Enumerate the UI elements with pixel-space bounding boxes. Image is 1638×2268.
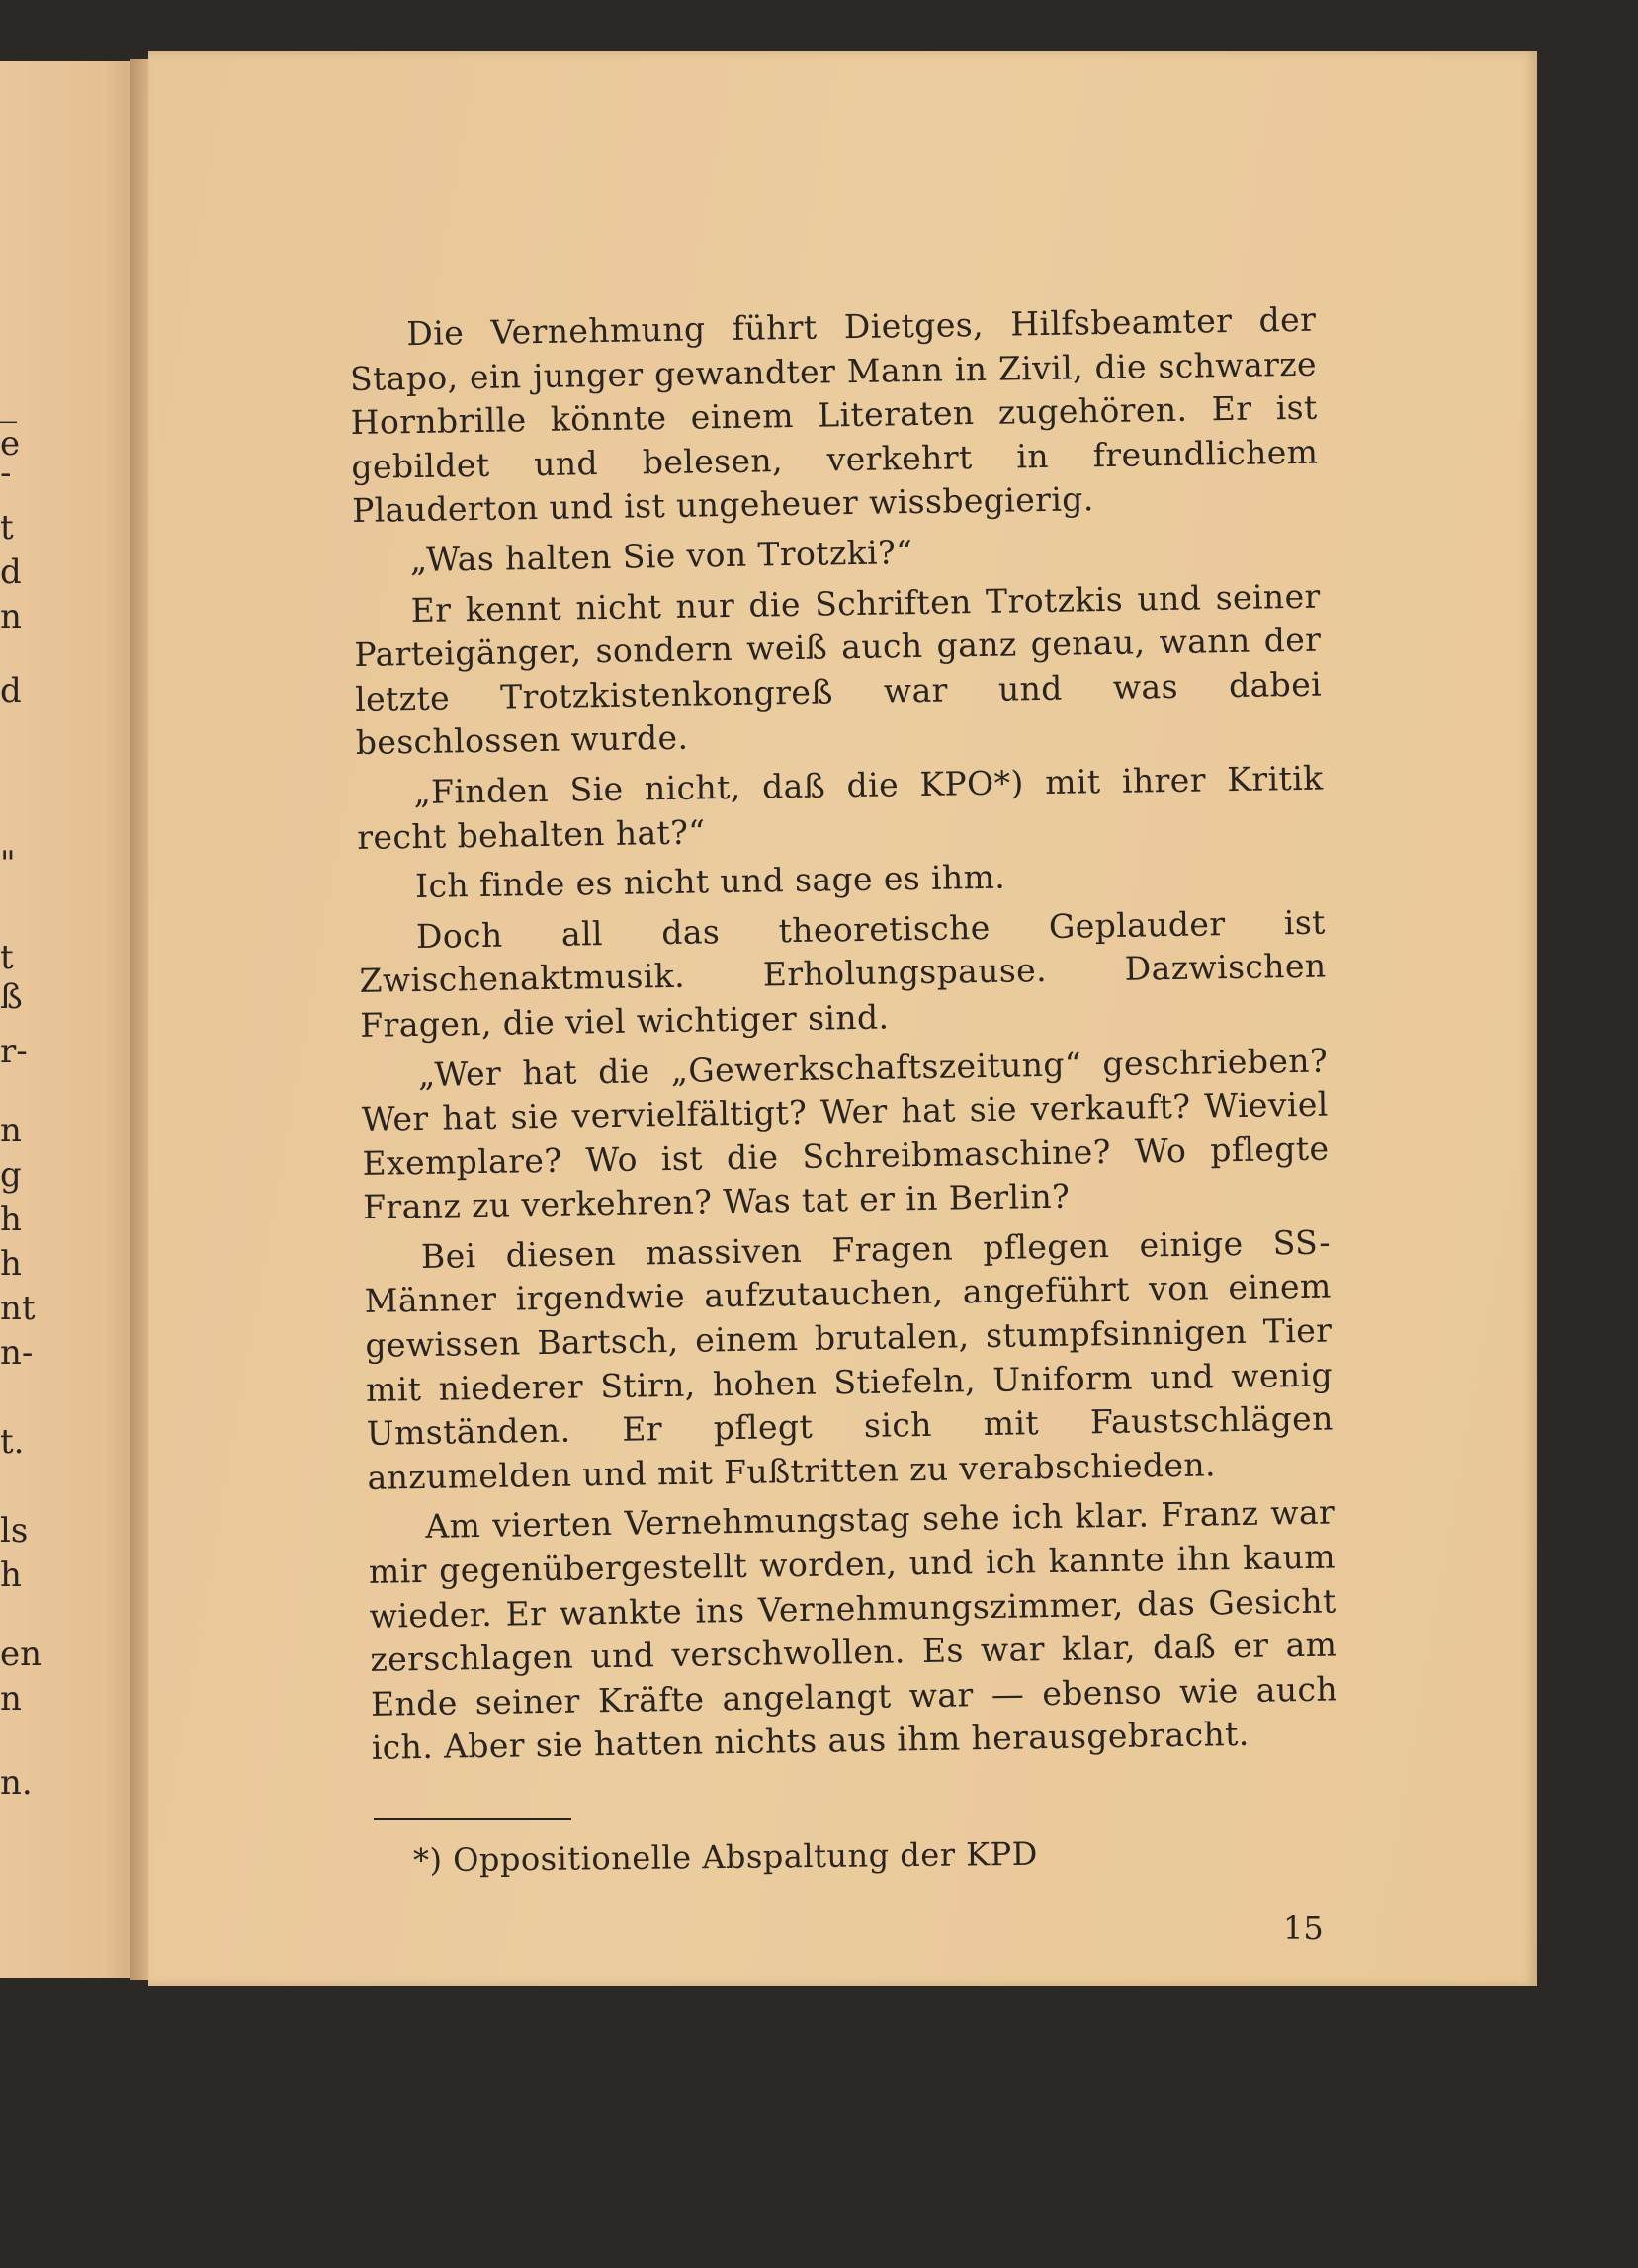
facing-page-fragment: n- xyxy=(0,1333,34,1373)
facing-page-fragment: nt xyxy=(0,1289,36,1328)
paragraph: Er kennt nicht nur die Schriften Trotzkis und seiner Parteigänger, sondern weiß auch ganz genau, wann der letzte Trotzkistenkongreß war und was dabei beschlossen wurde. xyxy=(354,576,1323,763)
facing-page-fragment: n. xyxy=(0,1763,33,1803)
facing-page-fragment: n xyxy=(0,597,22,636)
facing-page-fragment: h xyxy=(0,1244,22,1284)
facing-page-fragment: en xyxy=(0,1635,43,1674)
facing-page-fragment: h xyxy=(0,1555,22,1595)
footnote: *) Oppositionelle Abspaltung der KPD xyxy=(412,1834,1038,1880)
facing-page-fragment: e xyxy=(0,424,21,463)
facing-page-fragment: n xyxy=(0,1111,22,1150)
facing-page-fragment: h xyxy=(0,1200,22,1239)
facing-page-fragment: n xyxy=(0,1679,22,1719)
paragraph: Bei diesen massiven Fragen pflegen einige SS-Männer irgendwie aufzutauchen, angeführt von einem gewissen Bartsch, einem brutalen, stumpfsinnigen Tier mit niederer Stirn, hohen Stiefeln, Uniform und wenig Umständen. Er pflegt sich mit Faustschlägen anzumelden und mit Fußtritten zu verabschieden. xyxy=(364,1222,1334,1497)
facing-page-fragment: g xyxy=(0,1155,22,1195)
paragraph: Ich finde es nicht und sage es ihm. xyxy=(414,857,1006,906)
facing-page-fragment: d xyxy=(0,671,22,711)
facing-page-fragment: t. xyxy=(0,1422,25,1462)
facing-page-fragment: r- xyxy=(0,1032,28,1071)
page-number: 15 xyxy=(1283,1909,1324,1947)
facing-page-fragment: t xyxy=(0,508,14,547)
paragraph: „Was halten Sie von Trotzki?“ xyxy=(409,533,913,580)
facing-page-fragment: t xyxy=(0,938,14,977)
paragraph: Die Vernehmung führt Dietges, Hilfsbeamter der Stapo, ein junger gewandter Mann in Zivil, die schwarze Hornbrille könnte einem Literaten zugehören. Er ist gebildet und belesen, verkehrt in freundlichem Plauderton und ist ungeheuer wissbegierig. xyxy=(349,299,1319,531)
facing-page-fragment: _ xyxy=(0,384,17,424)
paragraph: Am vierten Vernehmungstag sehe ich klar. Franz war mir gegenübergestellt worden, und ich kannte ihn kaum wieder. Er wankte ins Vernehmungszimmer, das Gesicht zerschlagen und verschwollen. Es war klar, daß er am Ende seiner Kräfte angelangt war — ebenso wie auch ich. Aber sie hatten nichts aus ihm herausgebracht. xyxy=(368,1492,1338,1768)
facing-page xyxy=(0,61,148,1978)
paragraph: „Finden Sie nicht, daß die KPO*) mit ihrer Kritik recht behalten hat?“ xyxy=(357,758,1324,857)
facing-page-fragment: ls xyxy=(0,1511,29,1551)
paragraph: Doch all das theoretische Geplauder ist Zwischenaktmusik. Erholungspause. Dazwischen Fragen, die viel wichtiger sind. xyxy=(359,902,1327,1045)
body-text xyxy=(349,298,1338,1777)
facing-page-fragment: - xyxy=(0,454,12,493)
book-page xyxy=(148,51,1537,1986)
facing-page-fragment: " xyxy=(0,844,16,883)
footnote-rule xyxy=(374,1818,571,1820)
facing-page-fragment: ß xyxy=(0,977,23,1017)
facing-page-fragment: d xyxy=(0,552,22,592)
paragraph: „Wer hat die „Gewerkschaftszeitung“ geschrieben? Wer hat sie vervielfältigt? Wer hat sie verkauft? Wieviel Exemplare? Wo ist die Schreibmaschine? Wo pflegte Franz zu verkehren? Was tat er in Berlin? xyxy=(361,1041,1330,1227)
